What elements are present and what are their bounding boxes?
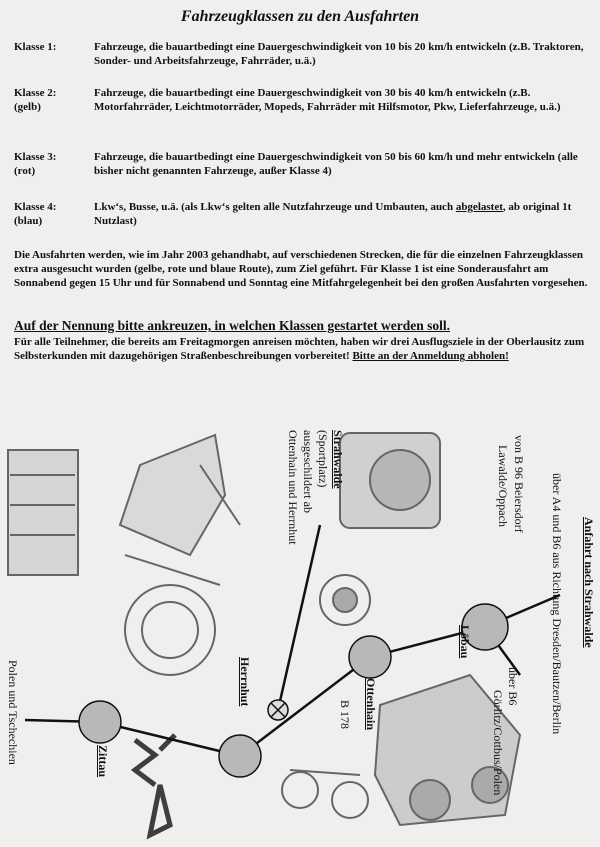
tractor-illustration	[8, 450, 78, 575]
anfahrt-title: Anfahrt nach Strahwalde	[582, 517, 596, 648]
class-color: (gelb)	[14, 101, 41, 113]
class-description: Lkw‘s, Busse, u.ä. (als Lkw‘s gelten alle Nutzfahrzeuge und Umbauten, auch abgelastet, ab original 1t Nutzlast)	[94, 201, 572, 227]
class-label: Klasse 4: (blau)	[14, 201, 57, 227]
class-label: Klasse 2: (gelb)	[14, 87, 57, 113]
zittau-label: Zittau	[96, 745, 110, 778]
class-label: Klasse 1:	[14, 41, 57, 53]
motorcycle-front-wheel	[125, 585, 215, 675]
node-herrnhut	[219, 735, 261, 777]
strahwalde-label: Strahwalde	[331, 430, 345, 489]
node-zittau	[79, 701, 121, 743]
b6-label-line2: Görlitz/Cottbus/Polen	[491, 690, 505, 796]
class-description: Fahrzeuge, die bauartbedingt eine Dauergeschwindigkeit von 50 bis 60 km/h und mehr entwickeln (alle bisher nicht genannten Fahrzeuge, außer Klasse 4)	[94, 151, 578, 177]
class-3	[14, 150, 590, 180]
class-label: Klasse 3: (rot)	[14, 151, 57, 177]
b6-label-line1: über B6	[506, 667, 520, 706]
class-1	[14, 40, 590, 70]
class-description: Fahrzeuge, die bauartbedingt eine Dauergeschwindigkeit von 30 bis 40 km/h entwickeln (z.B. Motorfahrräder, Leichtmotorräder, Mopeds, Fahrräder mit Hilfsmotor, Pkw, Lieferfahrzeuge, u.ä.)	[94, 87, 561, 113]
loebau-label: Löbau	[458, 625, 472, 659]
strahwalde-sub1: (Sportplatz)	[316, 430, 330, 488]
b96-label-line2: Lawalde/Oppach	[496, 445, 510, 527]
ottenhain-label: Ottenhain	[364, 678, 378, 731]
vehicle-illustrations	[8, 433, 520, 835]
polen-label: Polen und Tschechien	[6, 660, 20, 765]
friday-paragraph: Für alle Teilnehmer, die bereits am Freitagmorgen anreisen möchten, haben wir drei Ausflugsziele in der Oberlausitz zum Selbsterkunden mit dazugehörigen Straßenbeschreibungen vorbereitet! Bitte an der Anmeldung abholen!	[14, 336, 585, 362]
bike-illustration	[282, 772, 318, 808]
anfahrt-text: über A4 und B6 aus Richtung Dresden/Bautzen/Berlin	[550, 473, 564, 735]
page-title: Fahrzeugklassen zu den Ausfahrten	[180, 8, 420, 25]
node-ottenhain	[349, 636, 391, 678]
logo-mark	[135, 735, 175, 835]
class-color: (rot)	[14, 165, 36, 177]
herrnhut-label: Herrnhut	[238, 657, 252, 707]
routes-paragraph: Die Ausfahrten werden, wie im Jahr 2003 gehandhabt, auf verschiedenen Strecken, die für die einzelnen Fahrzeugklassen extra ausgesucht wurden (gelbe, rote und blaue Route), zum Ziel geführt. Für Klasse 1 ist eine Sonderausfahrt am Sonnabend gegen 15 Uhr und für Sonnabend und Sonntag eine Mitfahrgelegenheit bei den großen Ausfahrten vorgesehen.	[14, 249, 588, 289]
class-color: (blau)	[14, 215, 43, 227]
route-map	[0, 405, 600, 847]
class-4	[14, 200, 590, 230]
b96-label-line1: von B 96 Beiersdorf	[512, 435, 526, 533]
class-2	[14, 86, 590, 132]
b178-label: B 178	[338, 700, 352, 730]
strahwalde-sub2: ausgeschildert ab	[301, 430, 315, 513]
class-description: Fahrzeuge, die bauartbedingt eine Dauergeschwindigkeit von 10 bis 20 km/h entwickeln (z.B. Traktoren, Sonder- und Arbeitsfahrzeuge, Fahrräder, u.ä.)	[94, 41, 584, 67]
strahwalde-sub3: Ottenhain und Herrnhut	[286, 430, 300, 545]
registration-notice: Auf der Nennung bitte ankreuzen, in welchen Klassen gestartet werden soll.	[14, 318, 450, 333]
motorcycle-body	[120, 435, 225, 555]
